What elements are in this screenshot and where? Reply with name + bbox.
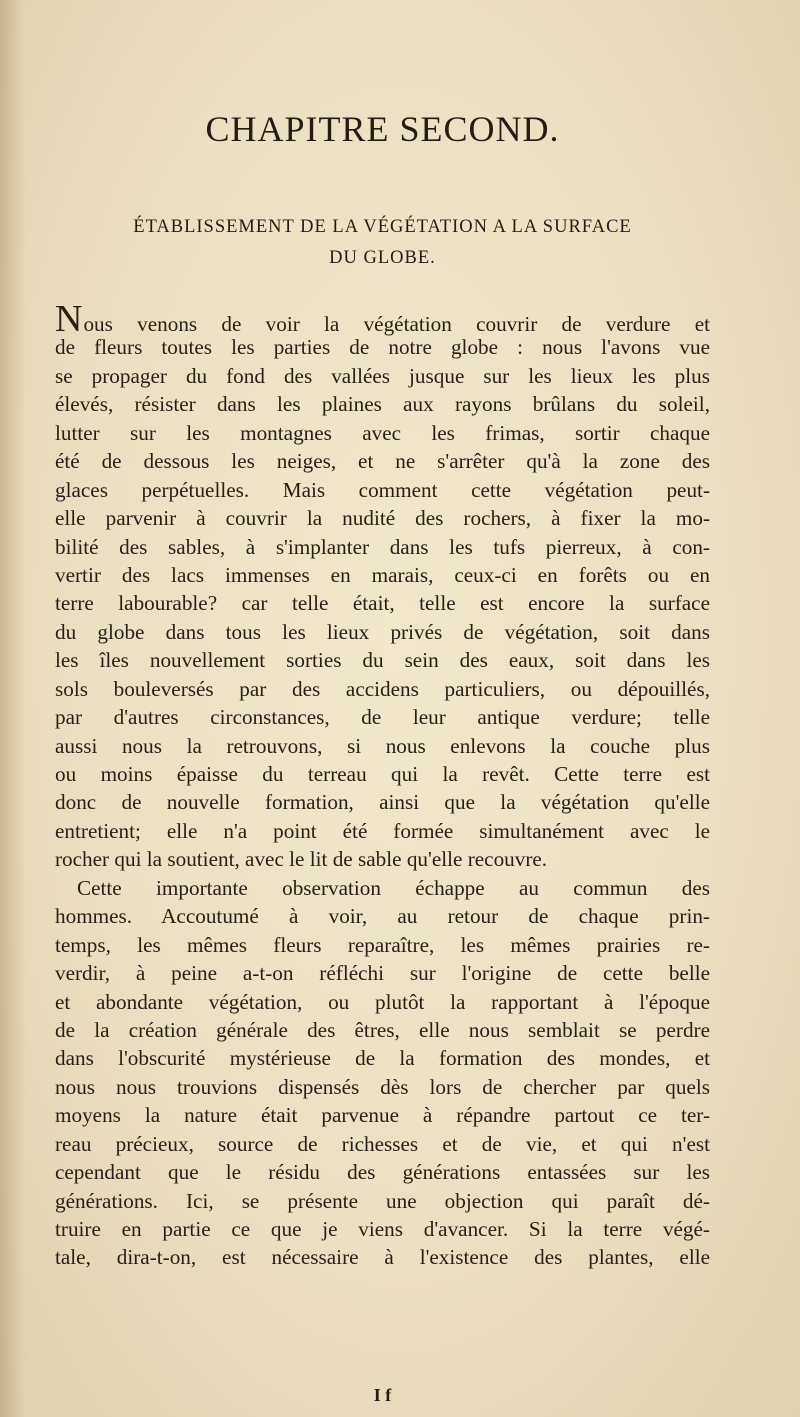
text-line: ou moins épaisse du terreau qui la revêt. Cette terre est: [55, 762, 710, 786]
text-line: entretient; elle n'a point été formée simultanément avec le: [55, 818, 710, 843]
section-title-line-1: ÉTABLISSEMENT DE LA VÉGÉTATION A LA SURFACE: [133, 217, 632, 237]
text-line: générations. Ici, se présente une objection qui paraît dé-: [55, 1188, 710, 1213]
text-line: élevés, résister dans les plaines aux rayons brûlans du soleil,: [55, 392, 710, 417]
page-edge-shadow: [0, 0, 26, 1417]
text-line: cependant que le résidu des générations entassées sur les: [55, 1160, 710, 1185]
text-line: hommes. Accoutumé à voir, au retour de chaque prin-: [55, 904, 710, 929]
text-line: été de dessous les neiges, et ne s'arrêter qu'à la zone des: [55, 449, 710, 474]
text-line: elle parvenir à couvrir la nudité des rochers, à fixer la mo-: [55, 506, 710, 531]
text-line: de fleurs toutes les parties de notre globe : nous l'avons vue: [55, 335, 710, 360]
drop-cap: N: [55, 298, 83, 340]
text-line: glaces perpétuelles. Mais comment cette végétation peut-: [55, 477, 710, 502]
section-title: [55, 212, 710, 274]
text-line: verdir, à peine a-t-on réfléchi sur l'origine de cette belle: [55, 961, 710, 986]
text-line: donc de nouvelle formation, ainsi que la végétation qu'elle: [55, 790, 710, 815]
text-line: Cette importante observation échappe au commun des: [77, 875, 710, 900]
text-line: tale, dira-t-on, est nécessaire à l'existence des plantes, elle: [55, 1245, 710, 1270]
text-line: temps, les mêmes fleurs reparaître, les mêmes prairies re-: [55, 932, 710, 957]
text-line: par d'autres circonstances, de leur antique verdure; telle: [55, 705, 710, 730]
text-line-content: ous venons de voir la végétation couvrir de verdure et: [83, 312, 710, 336]
chapter-title: CHAPITRE SECOND.: [205, 109, 560, 149]
text-line: aussi nous la retrouvons, si nous enlevons la couche plus: [55, 733, 710, 758]
text-line: et abondante végétation, ou plutôt la rapportant à l'époque: [55, 989, 710, 1014]
text-line: terre labourable? car telle était, telle est encore la surface: [55, 591, 710, 616]
text-line: bilité des sables, à s'implanter dans les tufs pierreux, à con-: [55, 534, 710, 559]
text-line: les îles nouvellement sorties du sein des eaux, soit dans les: [55, 648, 710, 673]
text-line: de la création générale des êtres, elle nous semblait se perdre: [55, 1017, 710, 1042]
section-title-line-2: DU GLOBE.: [329, 248, 436, 268]
text-line: moyens la nature était parvenue à répandre partout ce ter-: [55, 1103, 710, 1128]
text-line: lutter sur les montagnes avec les frimas, sortir chaque: [55, 420, 710, 445]
signature-mark: I f: [373, 1385, 392, 1405]
body-text: [55, 298, 710, 1272]
text-line: reau précieux, source de richesses et de vie, et qui n'est: [55, 1131, 710, 1156]
text-line: se propager du fond des vallées jusque sur les lieux les plus: [55, 363, 710, 388]
text-line: vertir des lacs immenses en marais, ceux-ci en forêts ou en: [55, 562, 710, 587]
text-line: rocher qui la soutient, avec le lit de sable qu'elle recouvre.: [55, 847, 548, 872]
text-line: [55, 298, 710, 340]
text-line: du globe dans tous les lieux privés de végétation, soit dans: [55, 619, 710, 644]
text-line: sols bouleversés par des accidens particuliers, ou dépouillés,: [55, 676, 710, 701]
text-line: dans l'obscurité mystérieuse de la formation des mondes, et: [55, 1046, 710, 1071]
text-line: truire en partie ce que je viens d'avancer. Si la terre végé-: [55, 1217, 710, 1241]
text-line: nous nous trouvions dispensés dès lors de chercher par quels: [55, 1074, 710, 1099]
